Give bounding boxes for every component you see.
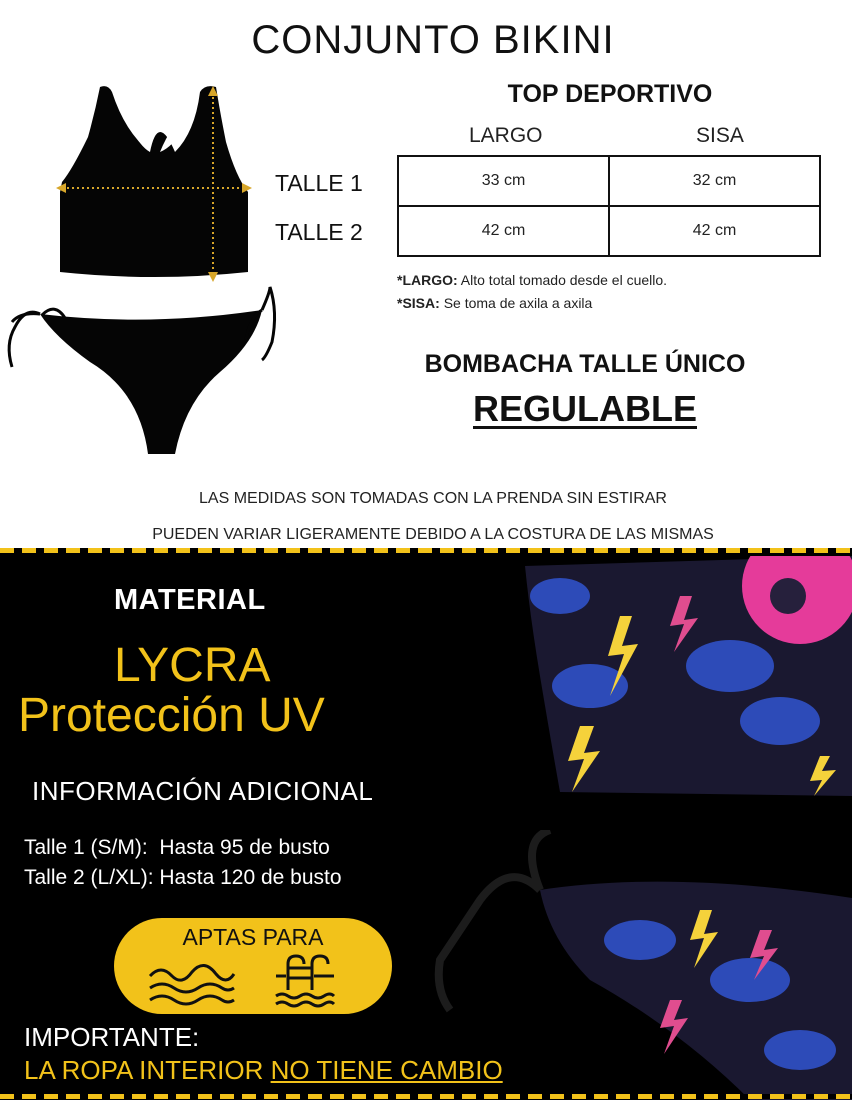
sports-top-drawing bbox=[60, 86, 248, 277]
note-key: *SISA: bbox=[397, 295, 440, 311]
row-label-talle-1: TALLE 1 bbox=[275, 170, 363, 196]
regulable-label: REGULABLE bbox=[473, 388, 697, 429]
fabric-photo-top bbox=[520, 556, 852, 796]
bombacha-heading: BOMBACHA TALLE ÚNICO bbox=[424, 350, 746, 378]
info-line-talle-1: Talle 1 (S/M): Hasta 95 de busto bbox=[24, 836, 330, 859]
note-sisa bbox=[397, 295, 592, 311]
info-line-talle-2: Talle 2 (L/XL): Hasta 120 de busto bbox=[24, 866, 342, 889]
cell-talle1-largo: 33 cm bbox=[398, 156, 609, 206]
divider-stripe-bottom bbox=[0, 1094, 852, 1099]
no-exchange-underlined: NO TIENE CAMBIO bbox=[270, 1055, 503, 1085]
column-header-largo: LARGO bbox=[469, 124, 543, 147]
bikini-bottom-drawing bbox=[9, 287, 274, 454]
table-row bbox=[398, 206, 820, 256]
note-largo bbox=[397, 272, 667, 288]
column-header-sisa: SISA bbox=[696, 124, 744, 147]
bikini-illustration bbox=[0, 82, 300, 462]
note-key: *LARGO: bbox=[397, 272, 458, 288]
page-title: CONJUNTO BIKINI bbox=[251, 18, 615, 62]
disclaimer-line-2: PUEDEN VARIAR LIGERAMENTE DEBIDO A LA COSTURA DE LAS MISMAS bbox=[152, 526, 714, 543]
material-panel bbox=[0, 548, 852, 1100]
aptas-badge bbox=[114, 918, 392, 1014]
row-label-talle-2: TALLE 2 bbox=[275, 219, 363, 245]
cell-talle2-largo: 42 cm bbox=[398, 206, 609, 256]
material-lycra: LYCRA bbox=[114, 639, 271, 692]
waves-icon bbox=[146, 956, 238, 1006]
note-text: Alto total tomado desde el cuello. bbox=[460, 272, 668, 288]
measurements-table bbox=[397, 155, 821, 257]
info-heading: INFORMACIÓN ADICIONAL bbox=[32, 776, 374, 806]
cell-talle2-sisa: 42 cm bbox=[609, 206, 820, 256]
material-uv: Protección UV bbox=[18, 689, 325, 742]
note-text: Se toma de axila a axila bbox=[443, 295, 593, 311]
no-exchange-notice bbox=[24, 1055, 503, 1086]
table-row bbox=[398, 156, 820, 206]
importante-heading: IMPORTANTE: bbox=[24, 1022, 200, 1052]
divider-stripe-top bbox=[0, 548, 852, 553]
material-heading: MATERIAL bbox=[114, 584, 266, 616]
no-exchange-prefix: LA ROPA INTERIOR bbox=[24, 1055, 271, 1085]
aptas-label: APTAS PARA bbox=[182, 924, 324, 950]
cell-talle1-sisa: 32 cm bbox=[609, 156, 820, 206]
disclaimer-line-1: LAS MEDIDAS SON TOMADAS CON LA PRENDA SIN ESTIRAR bbox=[199, 490, 667, 507]
pool-ladder-icon bbox=[274, 954, 336, 1008]
top-heading: TOP DEPORTIVO bbox=[507, 80, 713, 108]
